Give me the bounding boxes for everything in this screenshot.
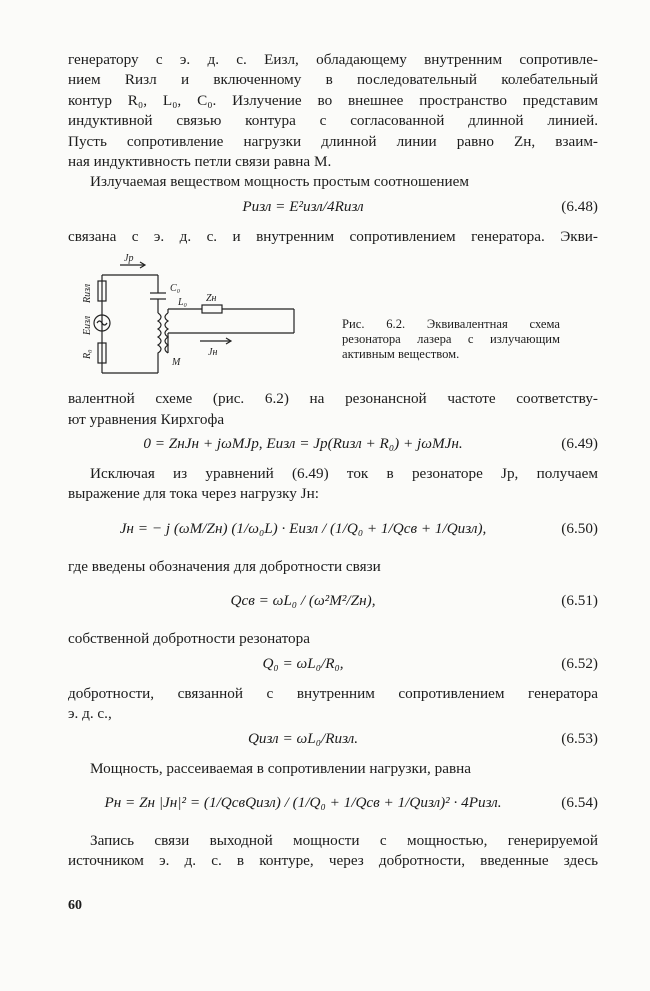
text-line: генератору с э. д. с. Eизл, обладающему внутренним сопротивле- xyxy=(68,51,598,68)
label-ip: Jр xyxy=(124,253,134,265)
equation-6-49 xyxy=(68,434,598,460)
figure-caption: Рис. 6.2. Эквивалентная схема резонатора лазера с излучающим активным веществом. xyxy=(342,317,560,362)
label-e-izl: Eизл xyxy=(82,316,93,336)
equivalent-circuit-diagram xyxy=(80,251,340,379)
text-line: контур R₀, L₀, C₀. Излучение во внешнее пространство представим xyxy=(68,91,598,109)
text-line: Пусть сопротивление нагрузки длинной линии равно Zн, взаим- xyxy=(68,132,598,150)
text-line: связана с э. д. с. и внутренним сопротивлением генератора. Экви- xyxy=(68,227,598,245)
text-line: нием Rизл и включенному в последовательный колебательный xyxy=(68,71,598,89)
text-line: выражение для тока через нагрузку Jн: xyxy=(68,485,319,503)
label-l0: L₀ xyxy=(178,297,188,309)
intro-paragraph xyxy=(68,50,598,172)
label-m: M xyxy=(172,357,181,369)
text-line: Исключая из уравнений (6.49) ток в резонаторе Jр, получаем xyxy=(90,465,598,483)
equation-number: (6.48) xyxy=(561,197,598,215)
equation-6-50 xyxy=(68,509,598,553)
label-c0: C₀ xyxy=(170,283,181,295)
kirchhoff-paragraph xyxy=(68,389,598,430)
equation-6-53 xyxy=(68,729,598,755)
page-number: 60 xyxy=(68,898,82,913)
excluding-paragraph xyxy=(68,464,598,505)
equation-number: (6.54) xyxy=(561,793,598,811)
equation-6-52 xyxy=(68,654,598,680)
equation-6-51 xyxy=(68,581,598,625)
generator-q-paragraph xyxy=(68,684,598,725)
equation-expression: Pн = Zн |Jн|² = (1/QсвQизл) / (1/Q₀ + 1/Qсв + 1/Qизл)² · 4Pизл. xyxy=(104,793,502,811)
load-power-paragraph xyxy=(68,759,598,779)
equation-number: (6.49) xyxy=(561,435,598,453)
related-paragraph xyxy=(68,227,598,247)
text-line: Запись связи выходной мощности с мощностью, генерируемой xyxy=(90,831,598,849)
text-line: где введены обозначения для добротности связи xyxy=(68,557,381,575)
text-line: ют уравнения Кирхгофа xyxy=(68,410,225,428)
equation-6-54 xyxy=(68,783,598,827)
text-line: собственной добротности резонатора xyxy=(68,630,310,648)
label-zn: Zн xyxy=(206,293,217,305)
equation-number: (6.51) xyxy=(561,592,598,610)
text-line: Мощность, рассеиваемая в сопротивлении нагрузки, равна xyxy=(90,759,471,777)
equation-expression: Qизл = ωL₀/Rизл. xyxy=(247,729,359,747)
equation-expression: Q₀ = ωL₀/R₀, xyxy=(262,654,344,672)
text-line: ная индуктивность петли связи равна M. xyxy=(68,153,332,171)
power-intro-paragraph xyxy=(68,172,598,192)
text-line: э. д. с., xyxy=(68,705,112,723)
equation-number: (6.52) xyxy=(561,654,598,672)
text-line: источником э. д. с. в контуре, через добротности, введенные здесь xyxy=(68,852,598,870)
text-line: Излучаемая веществом мощность простым соотношением xyxy=(90,173,469,191)
label-in: Jн xyxy=(208,347,218,359)
figure-6-2 xyxy=(68,251,598,381)
text-line: валентной схеме (рис. 6.2) на резонансной частоте соответству- xyxy=(68,390,598,408)
notation-paragraph xyxy=(68,557,598,577)
equation-expression: Jн = − j (ωM/Zн) (1/ω₀L) · Eизл / (1/Q₀ + 1/Qсв + 1/Qизл), xyxy=(119,519,487,537)
text-line: добротности, связанной с внутренним сопротивлением генератора xyxy=(68,684,598,702)
own-q-paragraph xyxy=(68,629,598,649)
equation-number: (6.53) xyxy=(561,729,598,747)
equation-number: (6.50) xyxy=(561,519,598,537)
equation-expression: Qсв = ωL₀ / (ω²M²/Zн), xyxy=(230,592,376,610)
final-paragraph xyxy=(68,831,598,872)
page-body xyxy=(68,50,598,872)
text-line: индуктивной связью контура с согласованной длинной линией. xyxy=(68,112,598,130)
label-r-izl: Rизл xyxy=(82,284,93,304)
equation-expression: 0 = ZнJн + jωMJр, Eизл = Jр(Rизл + R₀) + jωMJн. xyxy=(143,435,463,453)
label-r0: R₀ xyxy=(82,349,93,360)
equation-expression: Pизл = E²изл/4Rизл xyxy=(242,197,364,215)
equation-6-48 xyxy=(68,197,598,223)
